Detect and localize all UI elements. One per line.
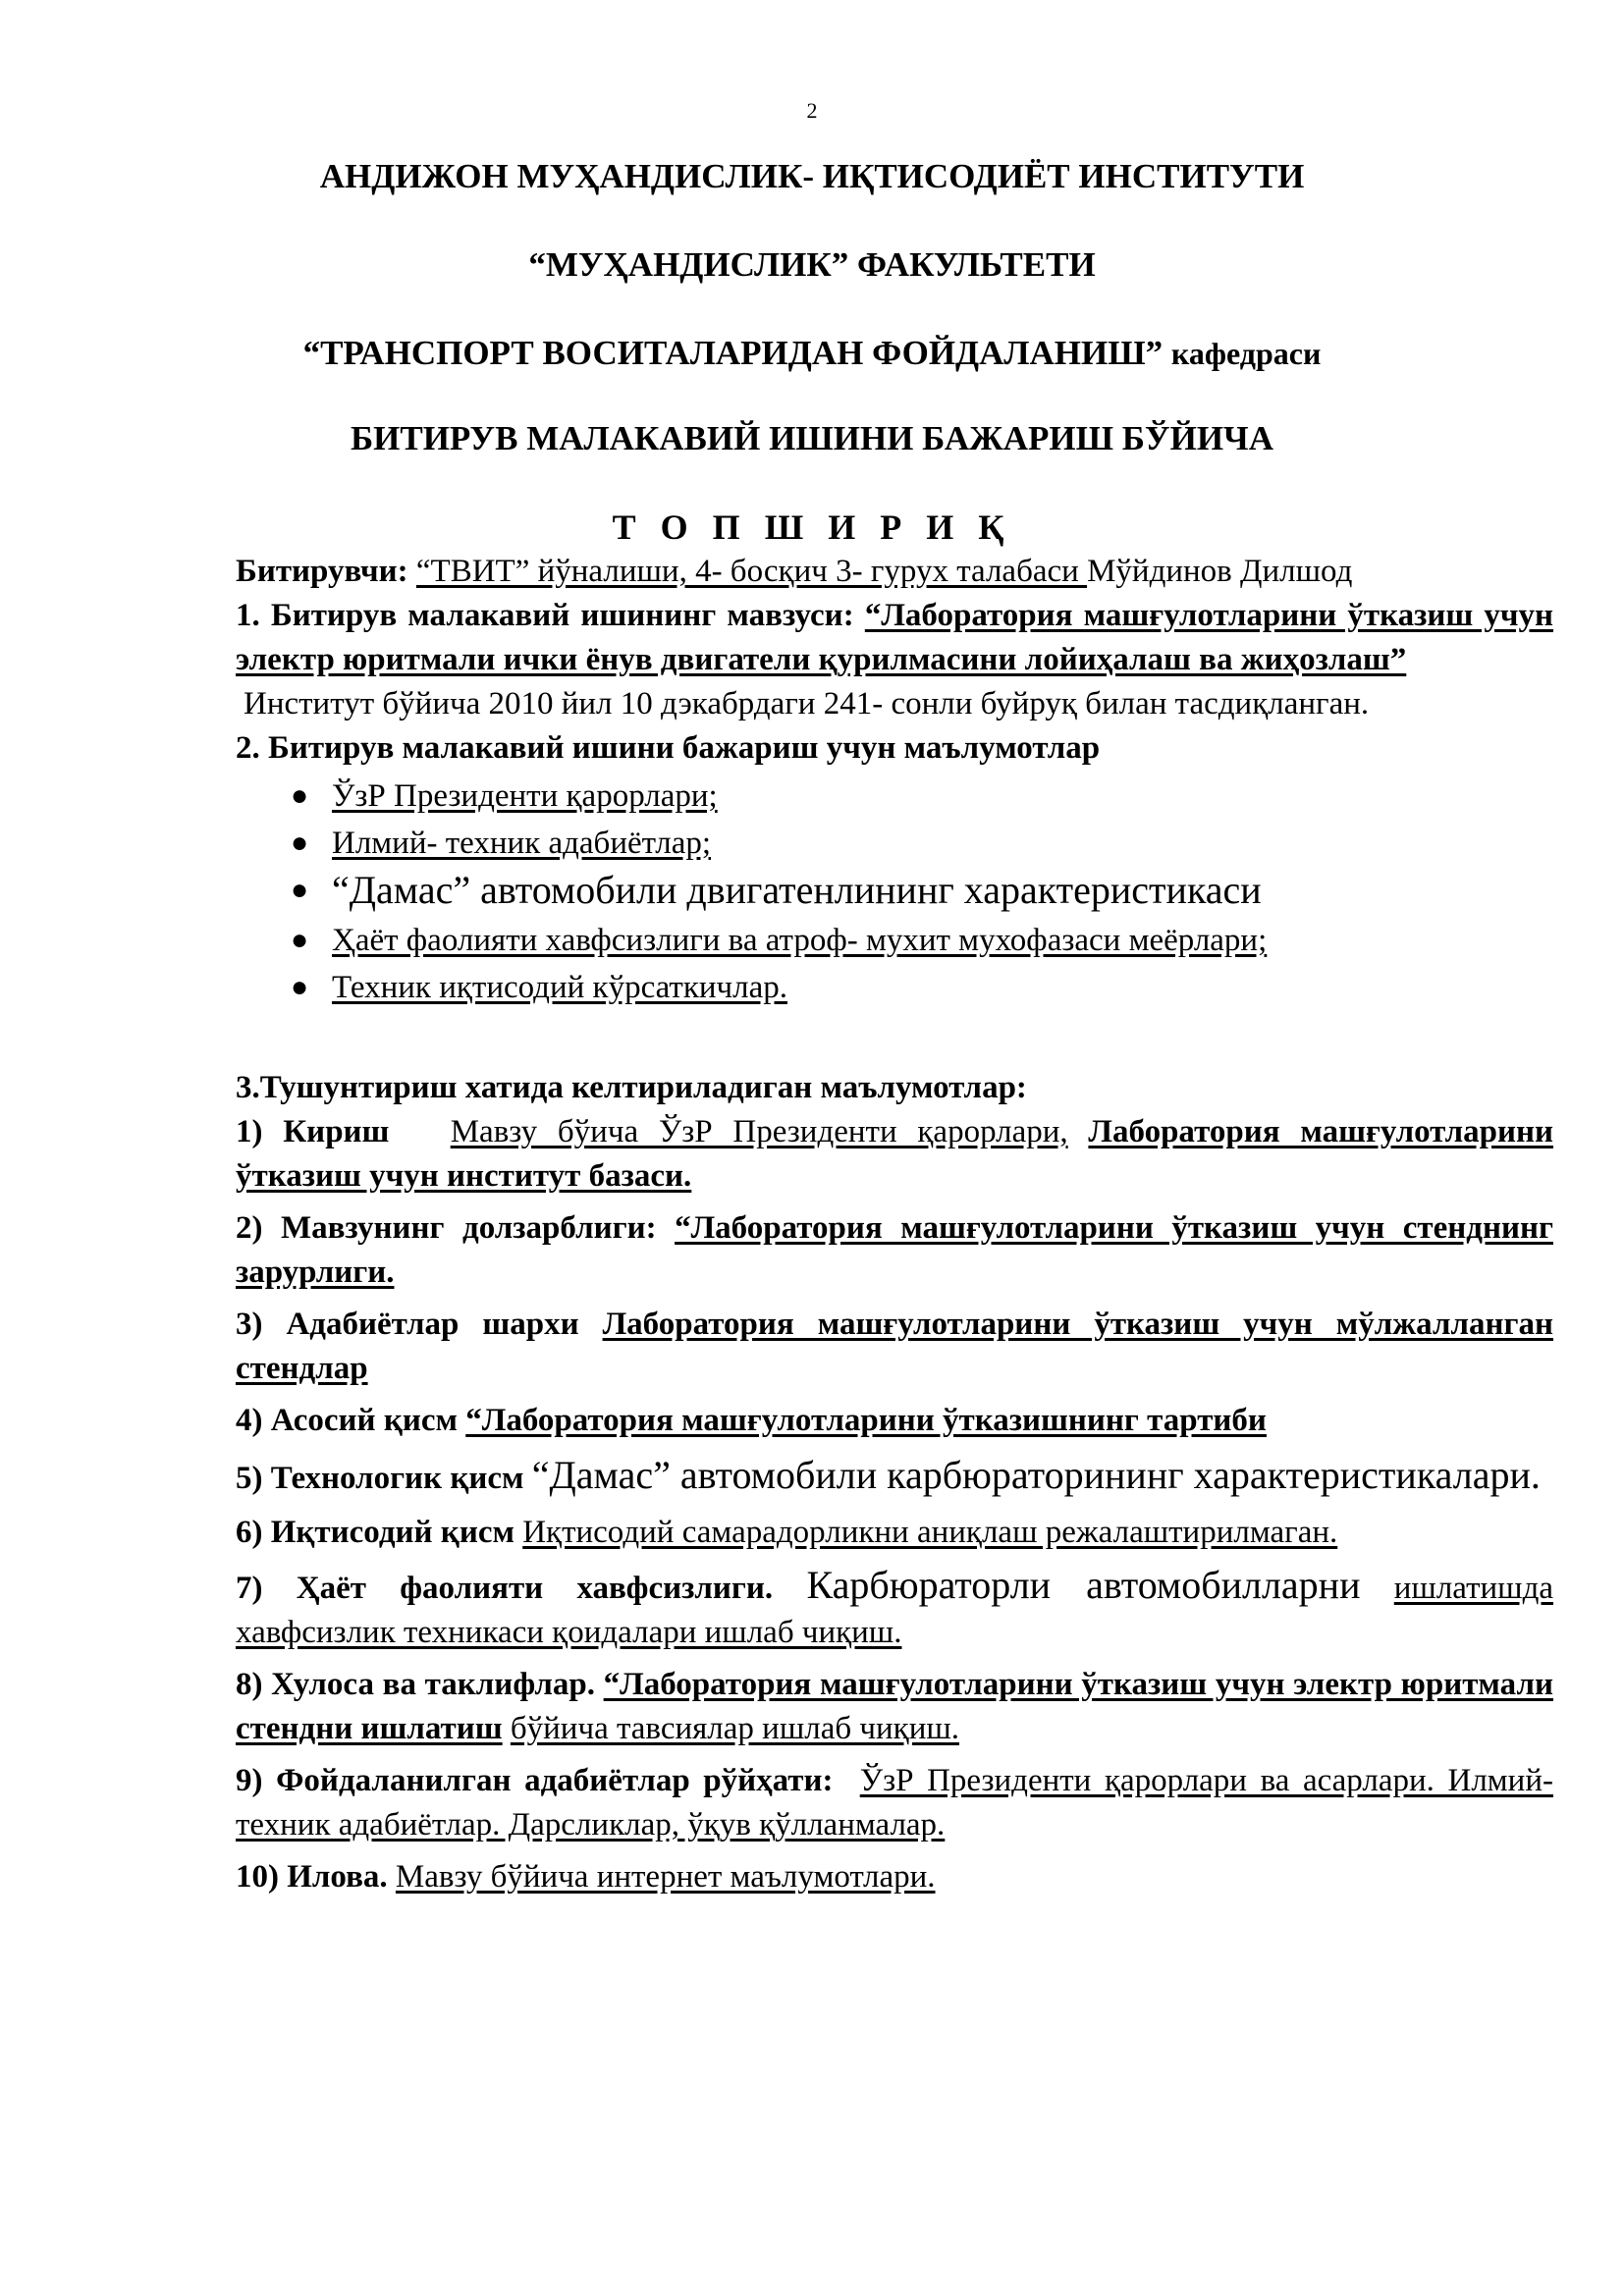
- page-number: 2: [806, 98, 818, 123]
- section3-item-6: 6) Иқтисодий қисм Иқтисодий самарадорликни аниқлаш режалаштирилмаган.: [236, 1515, 1338, 1550]
- department-name: “ТРАНСПОРТ ВОСИТАЛАРИДАН ФОЙДАЛАНИШ”: [302, 334, 1164, 372]
- bullet-icon: ●: [291, 924, 309, 956]
- department-suffix: кафедраси: [1170, 336, 1322, 371]
- student-name: Мўйдинов Дилшод: [1087, 554, 1353, 589]
- section1-topic: [236, 594, 1553, 682]
- section3-item-7: 7) Ҳаёт фаолияти хавфсизлиги. Карбюраторли автомобилларни ишлатишда хавфсизлик техникаси қоидалари ишлаб чиқиш.: [236, 1563, 1554, 1650]
- student-label: Битирувчи:: [236, 554, 408, 589]
- section3-item-2: 2) Мавзунинг долзарблиги: “Лаборатория машғулотларини ўтказиш учун стенднинг зарурлиги.: [236, 1210, 1553, 1290]
- section3-item-8: 8) Хулоса ва таклифлар. “Лаборатория машғулотларини ўтказиш учун электр юритмали стендни ишлатиш бўйича тавсиялар ишлаб чиқиш.: [236, 1667, 1553, 1746]
- list-item: ● Техник иқтисодий кўрсаткичлар.: [291, 964, 1553, 1011]
- institute-heading: АНДИЖОН МУҲАНДИСЛИК- ИҚТИСОДИЁТ ИНСТИТУТИ: [319, 157, 1305, 195]
- department-heading: [0, 334, 1624, 373]
- assignment-heading: Т О П Ш И Р И Қ: [612, 507, 1012, 547]
- bullet-icon: ●: [291, 779, 309, 812]
- section2-list: [236, 773, 1553, 1011]
- section2-title: 2. Битирув малакавий ишини бажариш учун маълумотлар: [236, 730, 1101, 766]
- section3-item-3: 3) Адабиётлар шархи Лаборатория машғулотларини ўтказиш учун мўлжалланган стендлар: [236, 1307, 1553, 1386]
- section3-title: 3.Тушунтириш хатида келтириладиган маълумотлар:: [236, 1070, 1027, 1105]
- student-info: “ТВИТ” йўналиши, 4- босқич 3- гурух талабаси: [415, 554, 1088, 589]
- bullet-icon: ●: [291, 827, 309, 859]
- section3-item-4: 4) Асосий қисм “Лаборатория машғулотларини ўтказишнинг тартиби: [236, 1403, 1267, 1438]
- section3-item-9: 9) Фойдаланилган адабиётлар рўйҳати: ЎзР Президенти қарорлари ва асарлари. Илмий- техник адабиётлар. Дарсликлар, ўқув қўлланмалар.: [236, 1763, 1553, 1842]
- document-body: [236, 550, 1553, 1899]
- section3-item-1: 1) Кириш Мавзу бўича ЎзР Президенти қарорлари, Лаборатория машғулотларини ўтказиш учун институт базаси.: [236, 1114, 1553, 1194]
- section3-item-10: 10) Илова. Мавзу бўйича интернет маълумотлари.: [236, 1859, 936, 1895]
- student-line: [236, 550, 1553, 594]
- faculty-heading: “МУҲАНДИСЛИК” ФАКУЛЬТЕТИ: [528, 245, 1096, 284]
- list-item: ● “Дамас” автомобили двигатенлининг характеристикаси: [291, 868, 1262, 912]
- bullet-icon: ●: [291, 971, 309, 1003]
- list-item: ● Ҳаёт фаолияти хавфсизлиги ва атроф- мухит мухофазаси меёрлари;: [291, 917, 1553, 964]
- section1-topic-text: “Лаборатория машғулотларини ўтказиш учун электр юритмали ички ёнув двигатели қурилмасини лойиҳалаш ва жиҳозлаш”: [236, 598, 1554, 677]
- section3-item-5: 5) Технологик қисм “Дамас” автомобили карбюраторининг характеристикалари.: [236, 1453, 1541, 1497]
- bullet-icon: ●: [291, 874, 309, 906]
- list-item: ● ЎзР Президенти қарорлари;: [291, 773, 1553, 820]
- work-title-heading: БИТИРУВ МАЛАКАВИЙ ИШИНИ БАЖАРИШ БЎЙИЧА: [350, 419, 1274, 457]
- list-item: ● Илмий- техник адабиётлар;: [291, 820, 1553, 867]
- section1-approval: Институт бўйича 2010 йил 10 дэкабрдаги 241- сонли буйруқ билан тасдиқланган.: [244, 686, 1370, 721]
- section1-label: 1. Битирув малакавий ишининг мавзуси:: [236, 598, 854, 633]
